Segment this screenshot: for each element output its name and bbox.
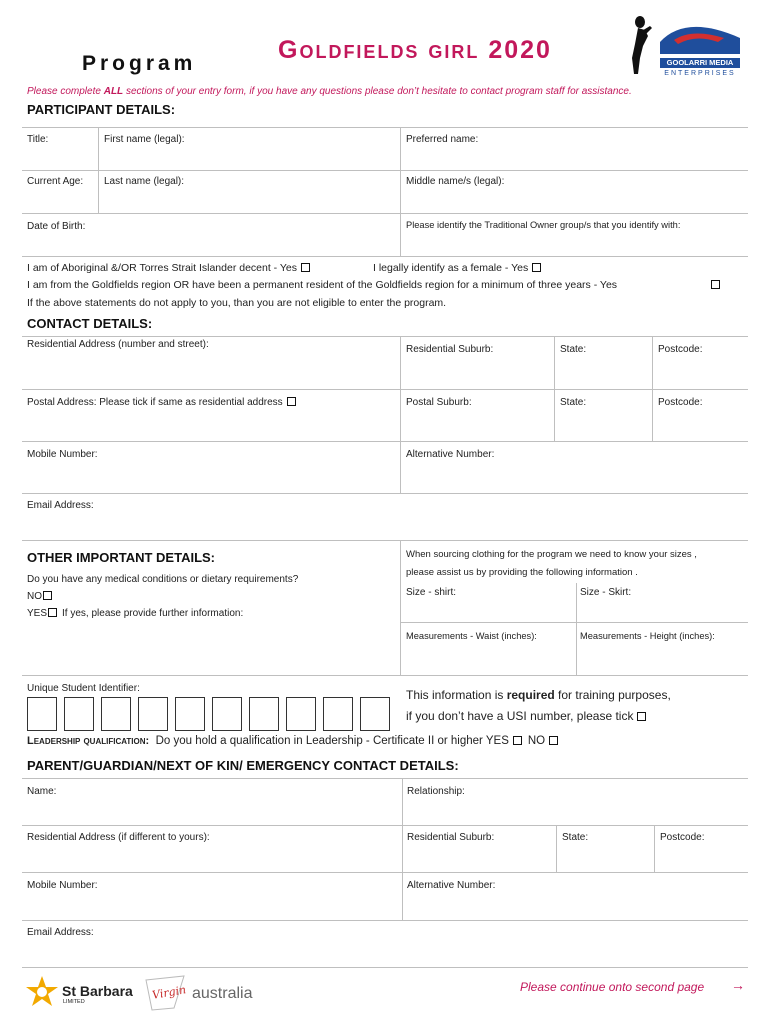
intro-pre: Please complete <box>27 86 104 97</box>
intro-bold: ALL <box>103 86 124 97</box>
divider <box>652 336 653 441</box>
postcode-field[interactable]: Postcode: <box>658 344 703 355</box>
usi-box[interactable] <box>138 697 168 731</box>
usi-info-bold: required <box>506 688 555 702</box>
female-statement <box>373 262 541 274</box>
guardian-heading: PARENT/GUARDIAN/NEXT OF KIN/ EMERGENCY CONTACT DETAILS: <box>27 758 459 773</box>
residential-address-field[interactable]: Residential Address (number and street): <box>27 339 209 350</box>
usi-box[interactable] <box>286 697 316 731</box>
continue-note: Please continue onto second page <box>520 980 705 994</box>
size-shirt-field[interactable]: Size - shirt: <box>406 587 457 598</box>
leadership-no-checkbox[interactable] <box>549 736 558 745</box>
intro-instructions <box>27 86 632 97</box>
medical-no-checkbox[interactable] <box>43 591 52 600</box>
goldfields-statement <box>27 279 727 291</box>
usi-info-line1 <box>406 688 671 702</box>
leadership-label: Leadership qualification: <box>27 735 150 747</box>
aboriginal-label: I am of Aboriginal &/OR Torres Strait Islander decent - Yes <box>27 262 298 274</box>
preferred-name-field[interactable]: Preferred name: <box>406 134 479 145</box>
st-barbara-text: St Barbara <box>62 983 133 999</box>
waist-field[interactable]: Measurements - Waist (inches): <box>406 631 537 641</box>
usi-box[interactable] <box>27 697 57 731</box>
divider <box>22 336 748 337</box>
usi-box[interactable] <box>212 697 242 731</box>
goolarri-logo <box>626 14 746 82</box>
postal-same-checkbox[interactable] <box>287 397 296 406</box>
medical-yes-label: YES <box>27 608 48 619</box>
leadership-question: Do you hold a qualification in Leadership - Certificate II or higher YES <box>155 735 509 747</box>
usi-info-line2 <box>406 709 646 723</box>
guardian-state-field[interactable]: State: <box>562 832 589 843</box>
leadership-yes-checkbox[interactable] <box>513 736 522 745</box>
divider <box>576 583 577 675</box>
usi-box[interactable] <box>175 697 205 731</box>
divider <box>400 622 748 623</box>
usi-label: Unique Student Identifier: <box>27 683 140 694</box>
divider <box>556 825 557 872</box>
female-checkbox[interactable] <box>532 263 541 272</box>
st-barbara-sub: LIMITED <box>63 999 85 1005</box>
postal-postcode-field[interactable]: Postcode: <box>658 397 703 408</box>
usi-info-tick-label: if you don’t have a USI number, please tick <box>406 709 634 723</box>
divider <box>400 540 401 675</box>
divider <box>22 675 748 676</box>
divider <box>22 441 748 442</box>
medical-yes-checkbox[interactable] <box>48 608 57 617</box>
logo-text-secondary: ENTERPRISES <box>664 70 736 77</box>
divider <box>22 778 748 779</box>
guardian-suburb-field[interactable]: Residential Suburb: <box>407 832 495 843</box>
postal-address-label: Postal Address: Please tick if same as residential address <box>27 397 283 408</box>
program-label: Program <box>82 52 197 75</box>
female-label: I legally identify as a female - Yes <box>373 262 529 274</box>
divider <box>654 825 655 872</box>
leadership-row <box>27 735 558 747</box>
first-name-field[interactable]: First name (legal): <box>104 134 185 145</box>
other-heading: OTHER IMPORTANT DETAILS: <box>27 550 216 565</box>
medical-question: Do you have any medical conditions or dietary requirements? <box>27 574 299 585</box>
guardian-address-field[interactable]: Residential Address (if different to yours): <box>27 832 210 843</box>
intro-post: sections of your entry form, if you have any questions please don’t hesitate to contact program staff for assistance. <box>123 86 632 97</box>
medical-yes-option <box>27 608 243 619</box>
divider <box>554 336 555 441</box>
postal-state-field[interactable]: State: <box>560 397 587 408</box>
arrow-right-icon: → <box>731 977 745 993</box>
usi-box[interactable] <box>101 697 131 731</box>
state-field[interactable]: State: <box>560 344 587 355</box>
usi-info-post: for training purposes, <box>554 688 671 702</box>
guardian-mobile-field[interactable]: Mobile Number: <box>27 880 98 891</box>
divider <box>22 256 748 257</box>
guardian-name-field[interactable]: Name: <box>27 786 57 797</box>
divider <box>22 389 748 390</box>
divider <box>22 872 748 873</box>
traditional-owner-field[interactable]: Please identify the Traditional Owner group/s that you identify with: <box>406 220 681 230</box>
divider <box>400 336 401 493</box>
usi-box[interactable] <box>64 697 94 731</box>
virgin-logo <box>144 974 188 1012</box>
usi-box[interactable] <box>323 697 353 731</box>
divider <box>98 127 99 213</box>
contact-heading: CONTACT DETAILS: <box>27 316 153 331</box>
usi-info-pre: This information is <box>406 688 507 702</box>
star-icon <box>24 974 60 1010</box>
alternative-number-field[interactable]: Alternative Number: <box>406 449 495 460</box>
size-skirt-field[interactable]: Size - Skirt: <box>580 587 632 598</box>
leadership-no-label: NO <box>527 735 546 747</box>
guardian-postcode-field[interactable]: Postcode: <box>660 832 705 843</box>
medical-no-label: NO <box>27 591 42 602</box>
page-title: Goldfields girl 2020 <box>278 36 552 64</box>
aboriginal-checkbox[interactable] <box>301 263 310 272</box>
residential-suburb-field[interactable]: Residential Suburb: <box>406 344 494 355</box>
not-eligible-note: If the above statements do not apply to you, than you are not eligible to enter the program. <box>27 297 447 309</box>
middle-names-field[interactable]: Middle name/s (legal): <box>406 176 505 187</box>
divider <box>400 127 401 256</box>
dob-field[interactable]: Date of Birth: <box>27 221 86 232</box>
email-field[interactable]: Email Address: <box>27 500 94 511</box>
postal-suburb-field[interactable]: Postal Suburb: <box>406 397 472 408</box>
postal-address-field[interactable] <box>27 397 296 408</box>
participant-heading: PARTICIPANT DETAILS: <box>27 102 176 117</box>
title-field[interactable]: Title: <box>27 134 49 145</box>
st-barbara-logo <box>24 974 60 1010</box>
height-field[interactable]: Measurements - Height (inches): <box>580 631 715 641</box>
divider <box>22 967 748 968</box>
aboriginal-statement <box>27 262 310 274</box>
current-age-field[interactable]: Current Age: <box>27 176 84 187</box>
divider <box>22 825 748 826</box>
australia-text: australia <box>192 985 253 1002</box>
divider <box>22 540 748 541</box>
sizes-intro-line1: When sourcing clothing for the program we need to know your sizes , <box>406 549 697 560</box>
no-usi-checkbox[interactable] <box>637 712 646 721</box>
mobile-field[interactable]: Mobile Number: <box>27 449 98 460</box>
medical-no-option <box>27 591 52 602</box>
goldfields-label: I am from the Goldfields region OR have been a permanent resident of the Goldfields region for a minimum of three years - Yes <box>27 279 618 291</box>
divider <box>22 920 748 921</box>
divider <box>22 127 748 128</box>
divider <box>402 778 403 920</box>
usi-box[interactable] <box>360 697 390 731</box>
guardian-email-field[interactable]: Email Address: <box>27 927 94 938</box>
guardian-relationship-field[interactable]: Relationship: <box>407 786 465 797</box>
sizes-intro-line2: please assist us by providing the following information . <box>406 567 638 578</box>
divider <box>22 213 748 214</box>
divider <box>22 493 748 494</box>
guardian-alternative-field[interactable]: Alternative Number: <box>407 880 496 891</box>
further-info-label: If yes, please provide further information: <box>62 608 244 619</box>
usi-box[interactable] <box>249 697 279 731</box>
virgin-wordmark: Virgin <box>151 983 188 1002</box>
logo-text-primary: GOOLARRI MEDIA <box>660 58 740 68</box>
goldfields-checkbox[interactable] <box>711 280 720 289</box>
last-name-field[interactable]: Last name (legal): <box>104 176 185 187</box>
divider <box>22 170 748 171</box>
